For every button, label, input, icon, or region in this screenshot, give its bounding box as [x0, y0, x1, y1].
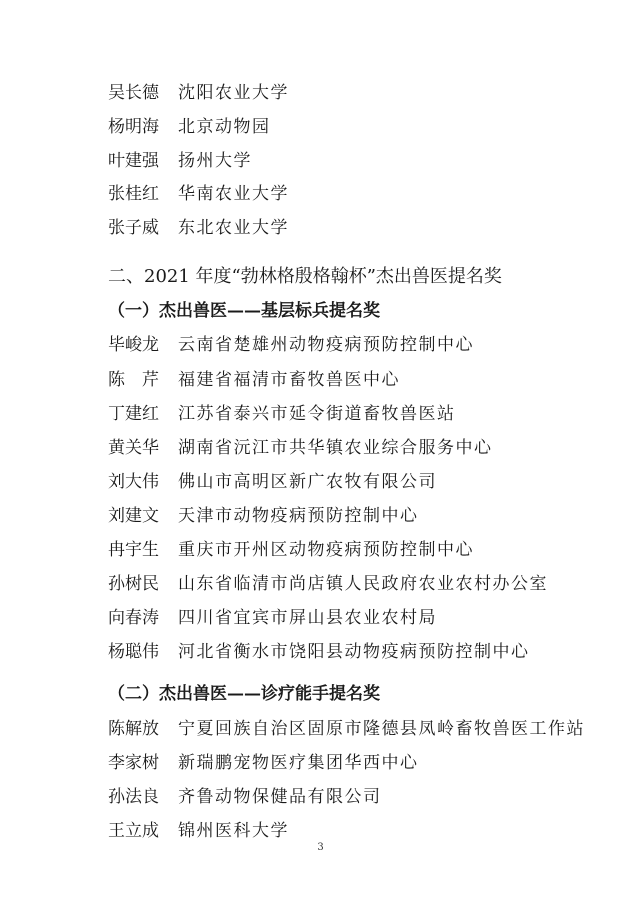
- organization: 湖南省沅江市共华镇农业综合服务中心: [178, 438, 493, 458]
- person-name: 张子威: [108, 218, 159, 238]
- list-item: [108, 366, 400, 394]
- organization: 北京动物园: [178, 117, 271, 137]
- subsection-heading: （二）杰出兽医——诊疗能手提名奖: [108, 684, 380, 704]
- list-item: [108, 502, 419, 530]
- list-item: [108, 715, 585, 743]
- organization: 江苏省泰兴市延令街道畜牧兽医站: [178, 404, 456, 424]
- list-item: [108, 180, 289, 208]
- list-item: [108, 536, 474, 564]
- organization: 扬州大学: [178, 151, 252, 171]
- list-item: [108, 604, 437, 632]
- person-name: 王立成: [108, 821, 159, 841]
- list-item: [108, 400, 456, 428]
- organization: 河北省衡水市饶阳县动物疫病预防控制中心: [178, 642, 530, 662]
- organization: 新瑞鹏宠物医疗集团华西中心: [178, 753, 419, 773]
- list-item: [108, 331, 474, 359]
- organization: 云南省楚雄州动物疫病预防控制中心: [178, 335, 474, 355]
- organization: 锦州医科大学: [178, 821, 289, 841]
- list-item: [108, 638, 530, 666]
- person-name: 刘大伟: [108, 472, 159, 492]
- organization: 齐鲁动物保健品有限公司: [178, 787, 382, 807]
- person-name: 孙法良: [108, 787, 159, 807]
- person-name: 陈芹: [108, 370, 176, 390]
- organization: 福建省福清市畜牧兽医中心: [178, 370, 400, 390]
- list-item: [108, 434, 493, 462]
- person-name: 李家树: [108, 753, 159, 773]
- list-item: [108, 113, 271, 141]
- person-name: 丁建红: [108, 404, 159, 424]
- list-item: [108, 817, 289, 845]
- person-name: 刘建文: [108, 506, 159, 526]
- organization: 沈阳农业大学: [178, 83, 289, 103]
- person-name: 向春涛: [108, 608, 159, 628]
- organization: 四川省宜宾市屏山县农业农村局: [178, 608, 437, 628]
- person-name: 张桂红: [108, 184, 159, 204]
- person-name: 黄关华: [108, 438, 159, 458]
- organization: 华南农业大学: [178, 184, 289, 204]
- person-name: 吴长德: [108, 83, 159, 103]
- list-item: [108, 79, 289, 107]
- organization: 山东省临清市尚店镇人民政府农业农村办公室: [178, 574, 548, 594]
- organization: 重庆市开州区动物疫病预防控制中心: [178, 540, 474, 560]
- person-name: 毕峻龙: [108, 335, 159, 355]
- section-heading: 二、2021 年度“勃林格殷格翰杯”杰出兽医提名奖: [108, 266, 502, 287]
- person-name: 杨明海: [108, 117, 159, 137]
- person-name: 叶建强: [108, 151, 159, 171]
- list-item: [108, 214, 289, 242]
- list-item: [108, 783, 382, 811]
- subsection-heading: （一）杰出兽医——基层标兵提名奖: [108, 301, 380, 321]
- organization: 佛山市高明区新广农牧有限公司: [178, 472, 437, 492]
- person-name: 孙树民: [108, 574, 159, 594]
- page-number: 3: [317, 842, 324, 853]
- list-item: [108, 749, 419, 777]
- person-name: 陈解放: [108, 719, 159, 739]
- person-name: 冉宇生: [108, 540, 159, 560]
- organization: 宁夏回族自治区固原市隆德县凤岭畜牧兽医工作站: [178, 719, 585, 739]
- list-item: [108, 570, 548, 598]
- list-item: [108, 147, 252, 175]
- organization: 天津市动物疫病预防控制中心: [178, 506, 419, 526]
- organization: 东北农业大学: [178, 218, 289, 238]
- list-item: [108, 468, 437, 496]
- person-name: 杨聪伟: [108, 642, 159, 662]
